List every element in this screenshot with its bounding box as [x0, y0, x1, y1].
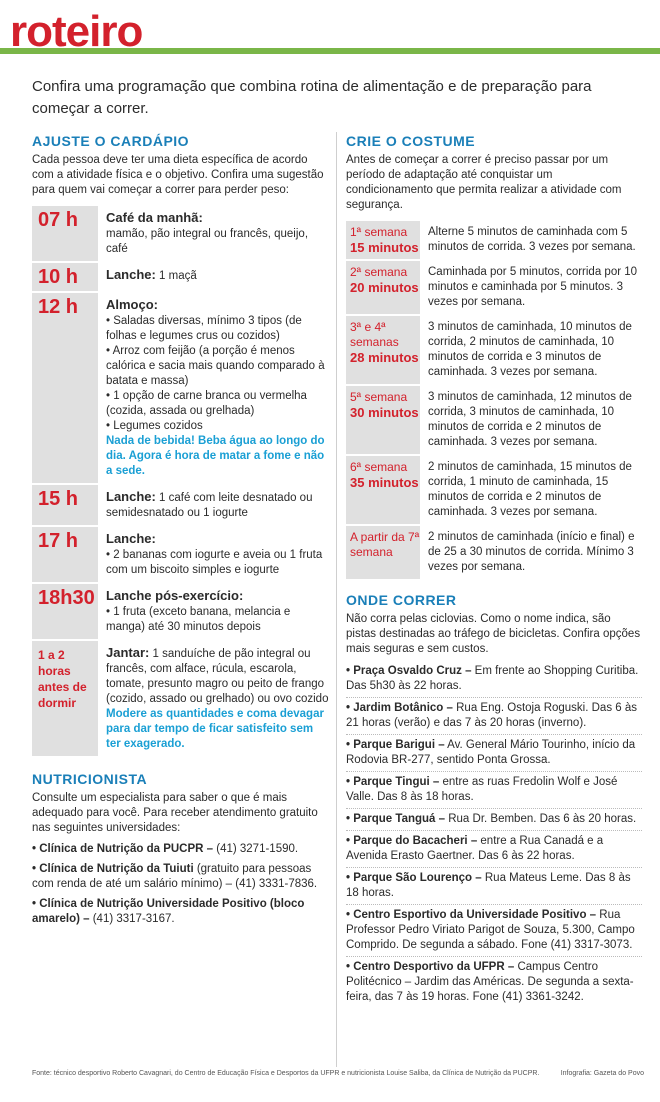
week-text: 2 minutos de caminhada, 15 minutos de corrida, 1 minuto de caminhada, 15 minutos de corrida e 2 minutos de caminhada. 3 vezes por semana. — [428, 461, 632, 518]
place-detail: Em frente ao Shopping Curitiba. Das 5h30 às 22 horas. — [346, 665, 639, 692]
nutri-title: NUTRICIONISTA — [32, 771, 148, 787]
meal-row — [32, 483, 330, 525]
place-item — [346, 771, 642, 808]
habit-text: Antes de começar a correr é preciso passar por um período de adaptação até conquistar um condicionamento que permita realizar a atividade com segurança. — [346, 154, 622, 211]
place-detail: Rua Professor Pedro Viriato Parigot de Souza, 5.300, Campo Comprido. De segunda a sábado. Fone (41) 3317-3073. — [346, 909, 635, 951]
meal-line: • 2 bananas com iogurte e aveia ou 1 fruta com um biscoito simples e iogurte — [106, 549, 323, 576]
place-name: • Jardim Botânico – — [346, 702, 453, 714]
nutri-item — [32, 862, 330, 892]
week-label — [346, 526, 420, 579]
place-item — [346, 697, 642, 734]
meal-time: 07 h — [32, 206, 98, 261]
left-column — [32, 132, 330, 932]
meal-name-line — [106, 531, 330, 548]
place-item — [346, 808, 642, 830]
place-item — [346, 904, 642, 956]
week-name: 6ª semana — [350, 460, 408, 474]
week-label — [346, 261, 420, 314]
meal-name: Lanche: — [106, 267, 156, 282]
week-name: 5ª semana — [350, 390, 408, 404]
meal-row — [32, 525, 330, 582]
meal-name: Lanche: — [106, 489, 156, 504]
week-row — [346, 384, 642, 454]
right-column — [346, 132, 642, 1008]
nutri-item-name: • Clínica de Nutrição da PUCPR – — [32, 843, 214, 855]
place-detail: Av. General Mário Tourinho, início da Rodovia BR-277, sentido Ponta Grossa. — [346, 739, 636, 766]
week-row — [346, 454, 642, 524]
meal-time: 18h30 — [32, 584, 98, 639]
week-name: A partir da 7ª semana — [350, 530, 420, 559]
nutri-item-detail: (41) 3317-3167. — [89, 913, 175, 925]
nutri-item-detail: (gratuito para pessoas com renda de até um salário mínimo) – (41) 3331-7836. — [32, 863, 318, 890]
nutri-section — [32, 770, 330, 927]
week-row — [346, 524, 642, 579]
footer-source: Fonte: técnico desportivo Roberto Cavagnari, do Centro de Educação Física e Desportos da UFPR e nutricionista Louise Saliba, da Clínica de Nutrição da PUCPR. — [32, 1070, 540, 1077]
meal-line: mamão, pão integral ou francês, queijo, café — [106, 228, 309, 255]
place-item — [346, 956, 642, 1008]
week-name: 2ª semana — [350, 265, 408, 279]
habit-title: CRIE O COSTUME — [346, 133, 476, 149]
meal-row — [32, 261, 330, 291]
place-detail: Campus Centro Politécnico – Jardim das Américas. De segunda a sexta-feira, das 7 às 19 horas. Fone (41) 3361-3242. — [346, 961, 634, 1003]
place-list — [346, 661, 642, 1008]
week-row — [346, 219, 642, 259]
meal-line: • 1 opção de carne branca ou vermelha (cozida, assada ou grelhada) — [106, 390, 307, 417]
place-item — [346, 734, 642, 771]
place-name: • Centro Desportivo da UFPR – — [346, 961, 515, 973]
where-section — [346, 591, 642, 1008]
where-title: ONDE CORRER — [346, 592, 457, 608]
meal-name-line — [106, 645, 330, 707]
week-row — [346, 259, 642, 314]
place-item — [346, 830, 642, 867]
week-duration: 35 minutos — [350, 475, 419, 490]
week-duration: 30 minutos — [350, 405, 419, 420]
meal-body — [98, 641, 330, 756]
week-label — [346, 386, 420, 454]
meal-name: Café da manhã: — [106, 210, 203, 225]
week-duration: 28 minutos — [350, 350, 419, 365]
nutri-item-detail: (41) 3271-1590. — [213, 843, 299, 855]
page-title: roteiro — [10, 7, 143, 56]
week-label — [346, 316, 420, 384]
meal-line: • Legumes cozidos — [106, 420, 203, 432]
meal-body — [98, 293, 330, 483]
meal-inline: 1 maçã — [155, 270, 197, 282]
intro-text: Confira uma programação que combina rotina de alimentação e de preparação para começar a correr. — [32, 78, 592, 117]
meal-name-line — [106, 588, 330, 605]
nutri-item-name: • Clínica de Nutrição da Tuiuti — [32, 863, 194, 875]
where-text: Não corra pelas ciclovias. Como o nome indica, são pistas destinadas ao tráfego de bicicletas. Confira opções mais seguras e sem custos. — [346, 613, 641, 655]
meal-row — [32, 582, 330, 639]
place-name: • Parque São Lourenço – — [346, 872, 482, 884]
meal-body — [98, 206, 330, 261]
meal-list — [32, 204, 330, 756]
nutri-item — [32, 842, 330, 857]
meal-line: • Saladas diversas, mínimo 3 tipos (de folhas e legumes crus ou cozidos) — [106, 315, 302, 342]
meal-note: Nada de bebida! Beba água ao longo do dia. Agora é hora de matar a fome e não a sede. — [106, 435, 325, 477]
meal-line: • 1 fruta (exceto banana, melancia e manga) até 30 minutos depois — [106, 606, 291, 633]
place-detail: Rua Mateus Leme. Das 8 às 18 horas. — [346, 872, 631, 899]
meal-name-line — [106, 267, 330, 284]
week-label — [346, 456, 420, 524]
place-detail: entre a Rua Canadá e a Avenida Erasto Gaertner. Das 6 às 22 horas. — [346, 835, 604, 862]
week-duration: 20 minutos — [350, 280, 419, 295]
place-name: • Parque Tanguá – — [346, 813, 446, 825]
meal-time: 1 a 2 horas antes de dormir — [32, 641, 98, 756]
meal-name-line — [106, 489, 330, 521]
place-item — [346, 867, 642, 904]
nutri-text: Consulte um especialista para saber o que é mais adequado para você. Para receber atendimento gratuito nas seguintes universidades: — [32, 792, 318, 834]
diet-title: AJUSTE O CARDÁPIO — [32, 133, 190, 149]
meal-body — [98, 584, 330, 639]
place-name: • Praça Osvaldo Cruz – — [346, 665, 472, 677]
meal-name: Lanche pós-exercício: — [106, 588, 244, 603]
week-text: 3 minutos de caminhada, 10 minutos de corrida, 2 minutos de caminhada, 10 minutos de corrida e 3 minutos de caminhada. 3 vezes por semana. — [428, 321, 632, 378]
week-label — [346, 221, 420, 259]
column-divider — [336, 132, 337, 1067]
week-text: Alterne 5 minutos de caminhada com 5 minutos de corrida. 3 vezes por semana. — [428, 226, 636, 253]
meal-line: • Arroz com feijão (a porção é menos calórica e sacia mais quando comparado à batata e massa) — [106, 345, 325, 387]
footer-credit: Infografia: Gazeta do Povo — [560, 1070, 644, 1077]
meal-row — [32, 291, 330, 483]
nutri-item — [32, 897, 330, 927]
week-text: 2 minutos de caminhada (início e final) e de 25 a 30 minutos de corrida. Mínimo 3 vezes por semana. — [428, 531, 635, 573]
header — [0, 0, 660, 70]
week-row — [346, 314, 642, 384]
week-duration: 15 minutos — [350, 240, 419, 255]
meal-name: Almoço: — [106, 297, 158, 312]
meal-body — [98, 263, 330, 291]
place-name: • Parque Tingui – — [346, 776, 440, 788]
week-name: 1ª semana — [350, 225, 408, 239]
meal-time: 10 h — [32, 263, 98, 291]
meal-row — [32, 204, 330, 261]
place-name: • Parque Barigui – — [346, 739, 445, 751]
place-detail: Rua Eng. Ostoja Roguski. Das 6 às 21 horas (verão) e das 7 às 20 horas (inverno). — [346, 702, 638, 729]
meal-note: Modere as quantidades e coma devagar para dar tempo de ficar satisfeito sem ter exagerado. — [106, 708, 324, 750]
week-text: 3 minutos de caminhada, 12 minutos de corrida, 3 minutos de caminhada, 10 minutos de corrida e 2 minutos de caminhada. 3 vezes por semana. — [428, 391, 632, 448]
meal-time: 12 h — [32, 293, 98, 483]
place-name: • Parque do Bacacheri – — [346, 835, 478, 847]
meal-name: Lanche: — [106, 531, 156, 546]
week-name: 3ª e 4ª semanas — [350, 320, 399, 349]
place-name: • Centro Esportivo da Universidade Positivo – — [346, 909, 597, 921]
meal-time: 17 h — [32, 527, 98, 582]
meal-name-line — [106, 297, 330, 314]
week-text: Caminhada por 5 minutos, corrida por 10 minutos e caminhada por 5 minutos. 3 vezes por semana. — [428, 266, 638, 308]
meal-inline: 1 sanduíche de pão integral ou francês, com alface, rúcula, escarola, tomate, presunto magro ou peito de frango (cozido, assado ou grelhado) ou ovo cozido — [106, 648, 329, 705]
footer — [32, 1070, 644, 1077]
meal-row — [32, 639, 330, 756]
week-list — [346, 219, 642, 579]
nutri-list — [32, 842, 330, 927]
place-detail: entre as ruas Fredolin Wolf e José Valle. Das 8 às 18 horas. — [346, 776, 618, 803]
meal-name-line — [106, 210, 330, 227]
place-item — [346, 661, 642, 697]
meal-inline: 1 café com leite desnatado ou semidesnatado ou 1 iogurte — [106, 492, 313, 519]
meal-body — [98, 527, 330, 582]
nutri-item-name: • Clínica de Nutrição Universidade Positivo (bloco amarelo) – — [32, 898, 305, 925]
meal-body — [98, 485, 330, 525]
diet-text: Cada pessoa deve ter uma dieta específica de acordo com a atividade física e o objetivo. Confira uma sugestão para quem vai começar a correr para perder peso: — [32, 154, 324, 196]
place-detail: Rua Dr. Bemben. Das 6 às 20 horas. — [445, 813, 637, 825]
meal-name: Jantar: — [106, 645, 150, 660]
meal-time: 15 h — [32, 485, 98, 525]
